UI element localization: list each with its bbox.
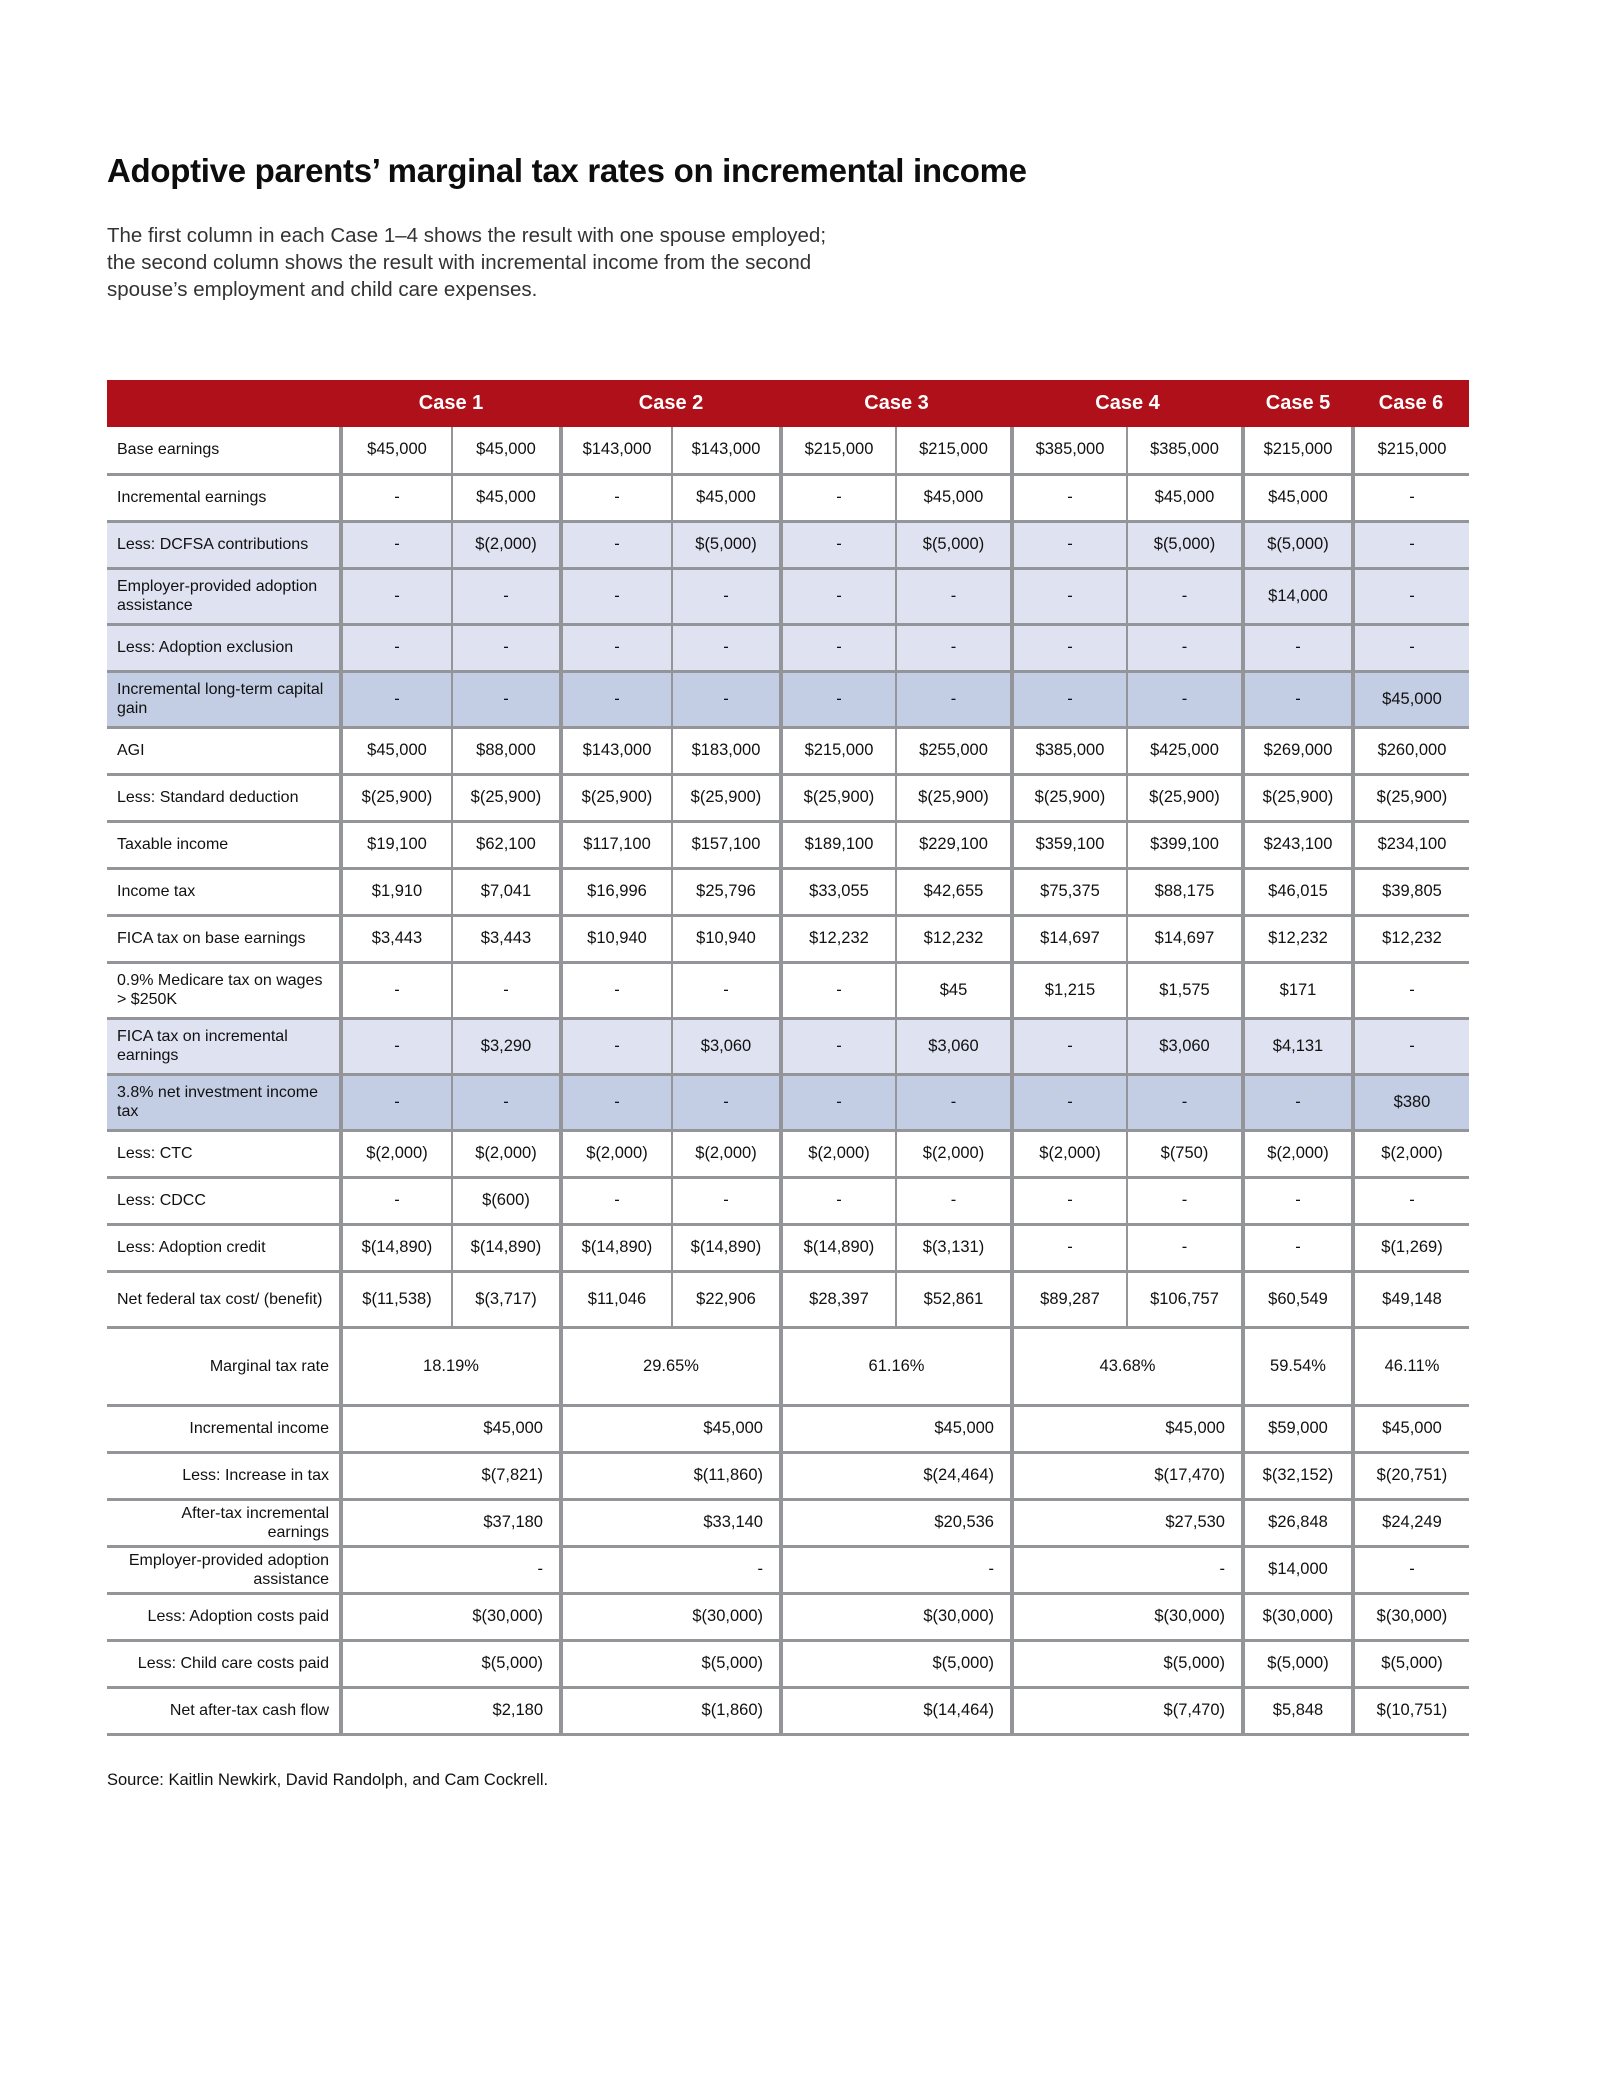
row-label: Net federal tax cost/ (benefit) <box>107 1271 341 1327</box>
row-label: FICA tax on base earnings <box>107 915 341 962</box>
cell-value: $45 <box>896 962 1012 1018</box>
row-label: Incremental long-term capital gain <box>107 671 341 727</box>
row-label: Less: Child care costs paid <box>107 1640 341 1687</box>
summary-value: $(5,000) <box>781 1640 1012 1687</box>
cell-value: $25,796 <box>672 868 781 915</box>
cell-value: $62,100 <box>452 821 561 868</box>
table-row <box>107 821 1469 868</box>
cell-value: $(5,000) <box>896 521 1012 568</box>
cell-value: - <box>672 568 781 624</box>
cell-value: - <box>561 671 672 727</box>
cell-value: $215,000 <box>896 427 1012 474</box>
row-label: Less: Adoption credit <box>107 1224 341 1271</box>
summary-value: $37,180 <box>341 1499 561 1546</box>
marginal-rate-value: 61.16% <box>781 1327 1012 1405</box>
cell-value: - <box>672 1074 781 1130</box>
cell-value: $88,175 <box>1127 868 1243 915</box>
cell-value: - <box>452 568 561 624</box>
row-label: Employer-provided adoption assistance <box>107 568 341 624</box>
row-label: Employer-provided adoption assistance <box>107 1546 341 1593</box>
row-label: Taxable income <box>107 821 341 868</box>
tax-rate-table <box>107 380 1469 1736</box>
cell-value: $106,757 <box>1127 1271 1243 1327</box>
cell-value: $46,015 <box>1243 868 1353 915</box>
cell-value: $(3,131) <box>896 1224 1012 1271</box>
marginal-rate-value: 18.19% <box>341 1327 561 1405</box>
cell-value: $(25,900) <box>1012 774 1127 821</box>
cell-value: - <box>561 521 672 568</box>
cell-value: $385,000 <box>1012 427 1127 474</box>
cell-value: $1,575 <box>1127 962 1243 1018</box>
header-case-1: Case 1 <box>341 380 561 427</box>
summary-row <box>107 1499 1469 1546</box>
cell-value: - <box>1353 1018 1469 1074</box>
row-label: Incremental income <box>107 1405 341 1452</box>
cell-value: $75,375 <box>1012 868 1127 915</box>
cell-value: $4,131 <box>1243 1018 1353 1074</box>
summary-value: $(5,000) <box>1353 1640 1469 1687</box>
row-label: Marginal tax rate <box>107 1327 341 1405</box>
row-label: Less: Standard deduction <box>107 774 341 821</box>
cell-value: $399,100 <box>1127 821 1243 868</box>
cell-value: - <box>1012 624 1127 671</box>
summary-value: $(7,821) <box>341 1452 561 1499</box>
header-blank <box>107 380 341 427</box>
table-row <box>107 727 1469 774</box>
cell-value: - <box>1243 1177 1353 1224</box>
summary-value: $45,000 <box>1012 1405 1243 1452</box>
row-label: 0.9% Medicare tax on wages > $250K <box>107 962 341 1018</box>
cell-value: $45,000 <box>1127 474 1243 521</box>
cell-value: $(14,890) <box>781 1224 896 1271</box>
table-row <box>107 1130 1469 1177</box>
cell-value: $10,940 <box>561 915 672 962</box>
cell-value: - <box>341 1074 452 1130</box>
summary-row <box>107 1452 1469 1499</box>
cell-value: - <box>1353 962 1469 1018</box>
cell-value: - <box>1353 1177 1469 1224</box>
cell-value: - <box>561 568 672 624</box>
cell-value: - <box>781 671 896 727</box>
cell-value: $3,060 <box>672 1018 781 1074</box>
cell-value: $(25,900) <box>1353 774 1469 821</box>
row-label: Less: DCFSA contributions <box>107 521 341 568</box>
cell-value: - <box>896 671 1012 727</box>
marginal-rate-value: 43.68% <box>1012 1327 1243 1405</box>
cell-value: $88,000 <box>452 727 561 774</box>
cell-value: - <box>452 624 561 671</box>
header-case-4: Case 4 <box>1012 380 1243 427</box>
row-label: Less: Increase in tax <box>107 1452 341 1499</box>
cell-value: $3,443 <box>452 915 561 962</box>
summary-value: $45,000 <box>341 1405 561 1452</box>
summary-row <box>107 1405 1469 1452</box>
cell-value: $143,000 <box>561 427 672 474</box>
cell-value: - <box>1127 1224 1243 1271</box>
cell-value: - <box>1012 1177 1127 1224</box>
page-title: Adoptive parents’ marginal tax rates on incremental income <box>107 152 1027 189</box>
cell-value: - <box>341 521 452 568</box>
cell-value: $45,000 <box>452 427 561 474</box>
summary-value: $(5,000) <box>341 1640 561 1687</box>
cell-value: $28,397 <box>781 1271 896 1327</box>
cell-value: - <box>1127 568 1243 624</box>
cell-value: - <box>781 1074 896 1130</box>
summary-value: $(5,000) <box>1012 1640 1243 1687</box>
cell-value: $45,000 <box>672 474 781 521</box>
summary-row <box>107 1640 1469 1687</box>
header-case-2: Case 2 <box>561 380 781 427</box>
cell-value: - <box>341 624 452 671</box>
cell-value: - <box>781 962 896 1018</box>
cell-value: $42,655 <box>896 868 1012 915</box>
cell-value: - <box>1127 1074 1243 1130</box>
cell-value: - <box>341 1018 452 1074</box>
cell-value: $7,041 <box>452 868 561 915</box>
cell-value: - <box>896 1074 1012 1130</box>
cell-value: $(25,900) <box>561 774 672 821</box>
cell-value: - <box>452 962 561 1018</box>
cell-value: $385,000 <box>1012 727 1127 774</box>
cell-value: $89,287 <box>1012 1271 1127 1327</box>
cell-value: - <box>452 671 561 727</box>
table-row <box>107 1018 1469 1074</box>
cell-value: $(5,000) <box>672 521 781 568</box>
cell-value: $(2,000) <box>341 1130 452 1177</box>
cell-value: $(2,000) <box>561 1130 672 1177</box>
summary-value: $(10,751) <box>1353 1687 1469 1734</box>
cell-value: $(25,900) <box>1243 774 1353 821</box>
summary-row <box>107 1546 1469 1593</box>
cell-value: $143,000 <box>672 427 781 474</box>
row-label: Less: Adoption costs paid <box>107 1593 341 1640</box>
summary-value: - <box>341 1546 561 1593</box>
cell-value: $45,000 <box>1243 474 1353 521</box>
cell-value: - <box>781 521 896 568</box>
table-row <box>107 1177 1469 1224</box>
cell-value: $3,060 <box>896 1018 1012 1074</box>
cell-value: $1,910 <box>341 868 452 915</box>
cell-value: $380 <box>1353 1074 1469 1130</box>
summary-value: $(5,000) <box>1243 1640 1353 1687</box>
cell-value: $33,055 <box>781 868 896 915</box>
row-label: AGI <box>107 727 341 774</box>
cell-value: $425,000 <box>1127 727 1243 774</box>
cell-value: - <box>1353 624 1469 671</box>
header-case-6: Case 6 <box>1353 380 1469 427</box>
row-label: Base earnings <box>107 427 341 474</box>
row-label: Less: CTC <box>107 1130 341 1177</box>
cell-value: $(2,000) <box>672 1130 781 1177</box>
cell-value: $215,000 <box>781 727 896 774</box>
cell-value: $16,996 <box>561 868 672 915</box>
cell-value: - <box>1012 671 1127 727</box>
row-label: Less: Adoption exclusion <box>107 624 341 671</box>
summary-value: - <box>781 1546 1012 1593</box>
cell-value: - <box>452 1074 561 1130</box>
header-row <box>107 380 1469 427</box>
cell-value: $49,148 <box>1353 1271 1469 1327</box>
summary-value: $(1,860) <box>561 1687 781 1734</box>
cell-value: - <box>672 962 781 1018</box>
cell-value: $14,000 <box>1243 568 1353 624</box>
summary-value: $24,249 <box>1353 1499 1469 1546</box>
cell-value: $260,000 <box>1353 727 1469 774</box>
cell-value: $3,060 <box>1127 1018 1243 1074</box>
cell-value: - <box>1127 671 1243 727</box>
summary-value: $14,000 <box>1243 1546 1353 1593</box>
cell-value: - <box>341 671 452 727</box>
marginal-rate-value: 59.54% <box>1243 1327 1353 1405</box>
cell-value: $(25,900) <box>672 774 781 821</box>
cell-value: $215,000 <box>781 427 896 474</box>
cell-value: $189,100 <box>781 821 896 868</box>
row-label: FICA tax on incremental earnings <box>107 1018 341 1074</box>
summary-value: $45,000 <box>781 1405 1012 1452</box>
marginal-rate-value: 46.11% <box>1353 1327 1469 1405</box>
summary-value: $(30,000) <box>1012 1593 1243 1640</box>
row-label: Incremental earnings <box>107 474 341 521</box>
cell-value: $(14,890) <box>672 1224 781 1271</box>
cell-value: - <box>672 671 781 727</box>
marginal-rate-value: 29.65% <box>561 1327 781 1405</box>
cell-value: $(2,000) <box>1012 1130 1127 1177</box>
cell-value: $10,940 <box>672 915 781 962</box>
header-case-3: Case 3 <box>781 380 1012 427</box>
cell-value: $60,549 <box>1243 1271 1353 1327</box>
cell-value: $12,232 <box>1353 915 1469 962</box>
cell-value: $45,000 <box>452 474 561 521</box>
summary-value: $2,180 <box>341 1687 561 1734</box>
summary-value: $(30,000) <box>561 1593 781 1640</box>
cell-value: - <box>896 624 1012 671</box>
cell-value: $117,100 <box>561 821 672 868</box>
cell-value: $45,000 <box>341 727 452 774</box>
cell-value: - <box>561 1177 672 1224</box>
cell-value: $(2,000) <box>1353 1130 1469 1177</box>
cell-value: $(2,000) <box>781 1130 896 1177</box>
cell-value: $(3,717) <box>452 1271 561 1327</box>
summary-value: - <box>1353 1546 1469 1593</box>
summary-row <box>107 1687 1469 1734</box>
cell-value: $171 <box>1243 962 1353 1018</box>
cell-value: $215,000 <box>1353 427 1469 474</box>
summary-value: $(30,000) <box>1243 1593 1353 1640</box>
cell-value: $(14,890) <box>341 1224 452 1271</box>
table-row <box>107 962 1469 1018</box>
marginal-rate-row <box>107 1327 1469 1405</box>
cell-value: $(1,269) <box>1353 1224 1469 1271</box>
cell-value: $(14,890) <box>561 1224 672 1271</box>
cell-value: - <box>1012 474 1127 521</box>
cell-value: - <box>896 1177 1012 1224</box>
cell-value: $243,100 <box>1243 821 1353 868</box>
cell-value: $(5,000) <box>1243 521 1353 568</box>
cell-value: $(11,538) <box>341 1271 452 1327</box>
summary-value: $(32,152) <box>1243 1452 1353 1499</box>
cell-value: - <box>1243 1074 1353 1130</box>
cell-value: $3,443 <box>341 915 452 962</box>
cell-value: $45,000 <box>1353 671 1469 727</box>
cell-value: $(2,000) <box>1243 1130 1353 1177</box>
cell-value: - <box>672 1177 781 1224</box>
cell-value: $359,100 <box>1012 821 1127 868</box>
cell-value: $143,000 <box>561 727 672 774</box>
cell-value: $215,000 <box>1243 427 1353 474</box>
cell-value: - <box>1243 1224 1353 1271</box>
cell-value: $12,232 <box>896 915 1012 962</box>
cell-value: - <box>781 568 896 624</box>
table-row <box>107 1224 1469 1271</box>
row-label: After-tax incremental earnings <box>107 1499 341 1546</box>
cell-value: - <box>1012 568 1127 624</box>
cell-value: - <box>341 568 452 624</box>
cell-value: - <box>1012 1224 1127 1271</box>
summary-value: $59,000 <box>1243 1405 1353 1452</box>
summary-value: $(5,000) <box>561 1640 781 1687</box>
cell-value: - <box>341 962 452 1018</box>
cell-value: - <box>561 474 672 521</box>
cell-value: $(750) <box>1127 1130 1243 1177</box>
cell-value: $(5,000) <box>1127 521 1243 568</box>
summary-value: - <box>1012 1546 1243 1593</box>
cell-value: $45,000 <box>341 427 452 474</box>
cell-value: $3,290 <box>452 1018 561 1074</box>
cell-value: - <box>1243 624 1353 671</box>
table-row <box>107 671 1469 727</box>
cell-value: - <box>1127 1177 1243 1224</box>
summary-value: $(24,464) <box>781 1452 1012 1499</box>
cell-value: - <box>1012 521 1127 568</box>
cell-value: - <box>781 1177 896 1224</box>
cell-value: $269,000 <box>1243 727 1353 774</box>
cell-value: $11,046 <box>561 1271 672 1327</box>
cell-value: $(25,900) <box>341 774 452 821</box>
row-label: 3.8% net investment income tax <box>107 1074 341 1130</box>
cell-value: $12,232 <box>1243 915 1353 962</box>
cell-value: $(2,000) <box>896 1130 1012 1177</box>
table-row <box>107 774 1469 821</box>
cell-value: $39,805 <box>1353 868 1469 915</box>
summary-value: $(17,470) <box>1012 1452 1243 1499</box>
cell-value: $255,000 <box>896 727 1012 774</box>
summary-value: $(30,000) <box>341 1593 561 1640</box>
cell-value: $(25,900) <box>1127 774 1243 821</box>
summary-value: $33,140 <box>561 1499 781 1546</box>
table-row <box>107 624 1469 671</box>
cell-value: - <box>1243 671 1353 727</box>
cell-value: $14,697 <box>1127 915 1243 962</box>
summary-value: $5,848 <box>1243 1687 1353 1734</box>
cell-value: - <box>1127 624 1243 671</box>
cell-value: $157,100 <box>672 821 781 868</box>
cell-value: $19,100 <box>341 821 452 868</box>
cell-value: $22,906 <box>672 1271 781 1327</box>
summary-value: - <box>561 1546 781 1593</box>
cell-value: $(14,890) <box>452 1224 561 1271</box>
table-row <box>107 1074 1469 1130</box>
cell-value: - <box>781 1018 896 1074</box>
summary-value: $27,530 <box>1012 1499 1243 1546</box>
cell-value: - <box>561 1074 672 1130</box>
summary-value: $20,536 <box>781 1499 1012 1546</box>
cell-value: - <box>341 474 452 521</box>
summary-value: $(30,000) <box>781 1593 1012 1640</box>
cell-value: - <box>561 1018 672 1074</box>
cell-value: - <box>561 962 672 1018</box>
cell-value: $(25,900) <box>452 774 561 821</box>
cell-value: - <box>1012 1074 1127 1130</box>
cell-value: - <box>896 568 1012 624</box>
cell-value: $(600) <box>452 1177 561 1224</box>
table-row <box>107 1271 1469 1327</box>
cell-value: - <box>1353 474 1469 521</box>
summary-row <box>107 1593 1469 1640</box>
cell-value: $45,000 <box>896 474 1012 521</box>
cell-value: - <box>1353 521 1469 568</box>
row-label: Income tax <box>107 868 341 915</box>
table-row <box>107 474 1469 521</box>
cell-value: - <box>781 624 896 671</box>
summary-value: $(30,000) <box>1353 1593 1469 1640</box>
summary-value: $(11,860) <box>561 1452 781 1499</box>
source-note: Source: Kaitlin Newkirk, David Randolph, and Cam Cockrell. <box>107 1771 549 1789</box>
row-label: Less: CDCC <box>107 1177 341 1224</box>
table-row <box>107 915 1469 962</box>
cell-value: $385,000 <box>1127 427 1243 474</box>
summary-value: $26,848 <box>1243 1499 1353 1546</box>
cell-value: $(2,000) <box>452 1130 561 1177</box>
cell-value: $234,100 <box>1353 821 1469 868</box>
table-row <box>107 568 1469 624</box>
cell-value: - <box>341 1177 452 1224</box>
table-row <box>107 427 1469 474</box>
subtitle: The first column in each Case 1–4 shows the result with one spouse employed; the second column shows the result with incremental income from the second spouse’s employment and child care expenses. <box>107 224 827 301</box>
summary-value: $(7,470) <box>1012 1687 1243 1734</box>
cell-value: $229,100 <box>896 821 1012 868</box>
cell-value: $1,215 <box>1012 962 1127 1018</box>
cell-value: - <box>561 624 672 671</box>
cell-value: - <box>1353 568 1469 624</box>
table-row <box>107 521 1469 568</box>
header-case-5: Case 5 <box>1243 380 1353 427</box>
summary-value: $45,000 <box>1353 1405 1469 1452</box>
cell-value: - <box>781 474 896 521</box>
summary-value: $45,000 <box>561 1405 781 1452</box>
cell-value: - <box>672 624 781 671</box>
cell-value: $(25,900) <box>896 774 1012 821</box>
cell-value: $52,861 <box>896 1271 1012 1327</box>
table-row <box>107 868 1469 915</box>
cell-value: $(25,900) <box>781 774 896 821</box>
summary-value: $(14,464) <box>781 1687 1012 1734</box>
cell-value: $14,697 <box>1012 915 1127 962</box>
summary-value: $(20,751) <box>1353 1452 1469 1499</box>
cell-value: $(2,000) <box>452 521 561 568</box>
cell-value: $183,000 <box>672 727 781 774</box>
cell-value: - <box>1012 1018 1127 1074</box>
cell-value: $12,232 <box>781 915 896 962</box>
row-label: Net after-tax cash flow <box>107 1687 341 1734</box>
